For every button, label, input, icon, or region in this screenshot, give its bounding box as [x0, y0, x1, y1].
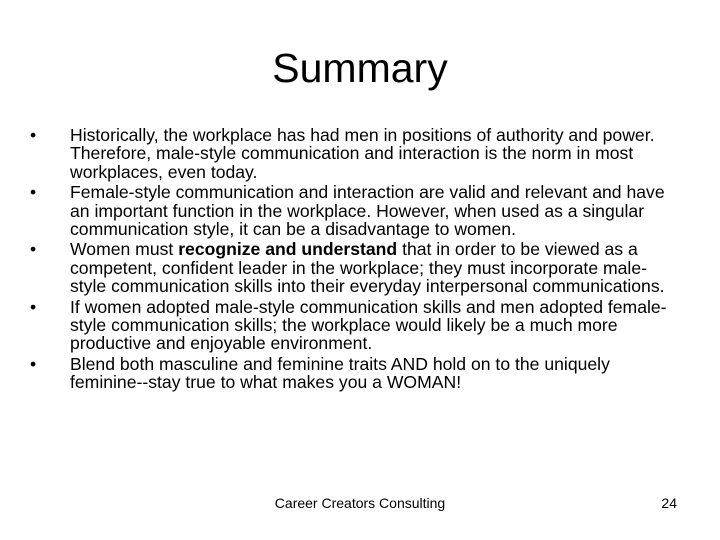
bullet-text-emphasis: recognize and understand [178, 239, 398, 260]
bullet-text [70, 183, 680, 238]
bullet-item [30, 183, 680, 238]
bullet-text-part: Female-style communication and interaction are valid and relevant and have an important function in the workplace. However, when used as a singular communication style, it can be a disadvantage to women. [70, 182, 665, 240]
footer-company-name: Career Creators Consulting [274, 495, 446, 511]
bullet-dot-icon: • [30, 125, 37, 145]
bullet-text-part: Women must [70, 239, 179, 260]
bullet-text [70, 240, 680, 295]
bullet-text-part: Blend both masculine and feminine traits AND hold on to the uniquely feminine--stay true to what makes you a WOMAN! [70, 353, 610, 393]
bullet-item [30, 126, 680, 181]
bullet-text [70, 355, 680, 392]
bullet-dot-icon: • [30, 353, 37, 374]
bullet-text-part: Historically, the workplace has had men in positions of authority and power. Therefore, male-style communication and interaction is the norm in most workplaces, even today. [70, 125, 655, 182]
slide-title: Summary [272, 45, 448, 91]
bullet-text [70, 298, 680, 353]
bullet-text-part: If women adopted male-style communication skills and men adopted female-style communication skills; the workplace would likely be a much more productive and enjoyable environment. [70, 296, 667, 354]
bullet-text-part: that in order to be viewed as a competent, confident leader in the workplace; they must incorporate male-style communication skills into their everyday interpersonal communications. [70, 239, 665, 297]
bullet-item [30, 355, 680, 392]
page-number: 24 [661, 495, 677, 511]
bullet-list [30, 126, 680, 394]
bullet-dot-icon: • [30, 182, 37, 203]
bullet-text [70, 126, 680, 181]
bullet-dot-icon: • [30, 296, 37, 317]
bullet-dot-icon: • [30, 239, 37, 260]
bullet-item [30, 240, 680, 295]
bullet-item [30, 298, 680, 353]
